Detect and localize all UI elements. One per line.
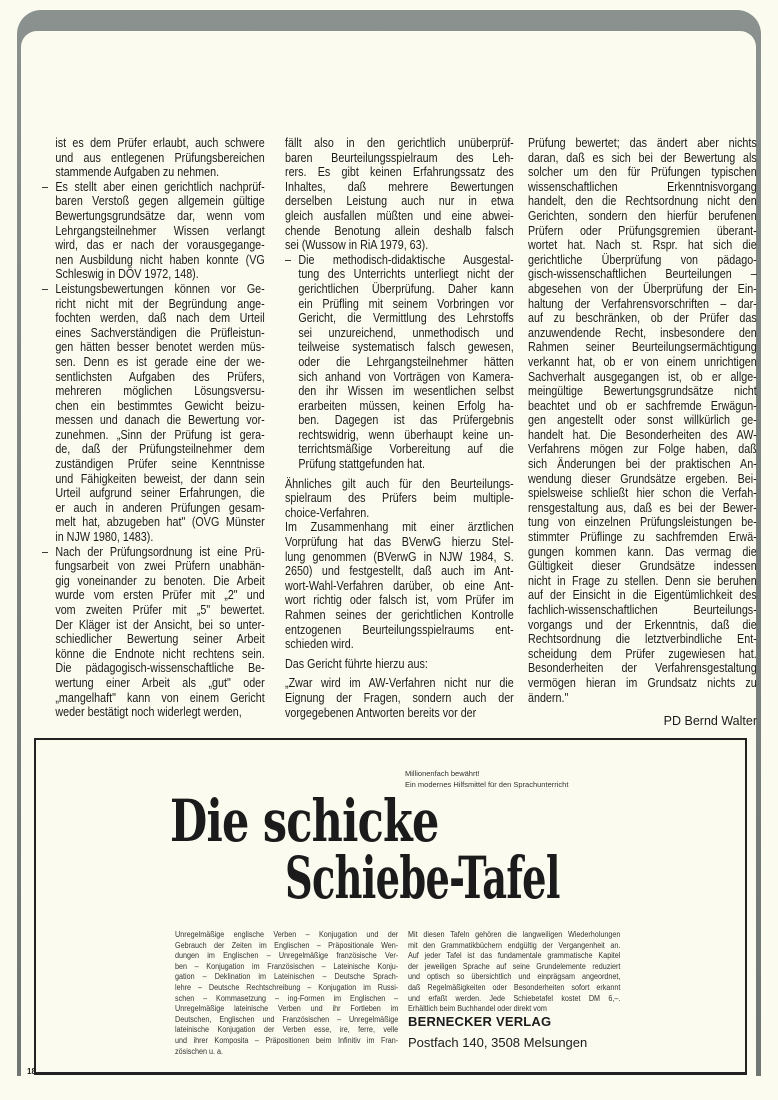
paragraph bbox=[285, 136, 514, 253]
column-text bbox=[42, 136, 265, 720]
text-line: Mit diesen Tafeln gehören die langweiligen Wiederholungen bbox=[408, 930, 621, 939]
text-line: choice-Verfahren. bbox=[285, 505, 370, 520]
text-line: rers. Es gibt keinen Erfahrungssatz des bbox=[285, 165, 514, 180]
text-line: Deutschen, Englischen und Französischen – Unregelmäßige bbox=[175, 1014, 399, 1024]
article-column-2 bbox=[285, 136, 514, 720]
text-line: Gebrauch der Zeiten im Englischen – Präpositionale Wen- bbox=[175, 940, 399, 950]
dash-bullet: – bbox=[285, 252, 291, 267]
text-line: Gericht, die Vermittlung des Lehrstoffs bbox=[298, 311, 514, 326]
text-line: gerichtliche Überprüfung von pädago- bbox=[528, 252, 757, 267]
text-line: nicht in Frage zu stellen. Denn sie beruhen bbox=[528, 573, 757, 588]
text-line: baren Beurteilungsspielraum des Leh- bbox=[285, 150, 514, 165]
text-line: eines Sachverständigen die Prüfleistun- bbox=[55, 325, 265, 340]
text-line: wort richtig oder falsch ist, vom Prüfer im bbox=[285, 593, 514, 608]
text-line: gen angestellt oder sonst willkürlich ge- bbox=[528, 413, 757, 428]
text-line: schen – Kommasetzung – ing-Formen im Englischen – bbox=[175, 993, 399, 1003]
text-line: haltung der Verfahrensvorschriften – dar- bbox=[528, 296, 757, 311]
text-line: Der Kläger ist der Ansicht, bei so unter- bbox=[55, 617, 265, 632]
ad-body-text bbox=[175, 930, 398, 1057]
text-line: auf zu beschränken, ob der Prüfer das bbox=[528, 311, 757, 326]
text-line: Verfahrens mögen zur Folge haben, daß bbox=[528, 442, 757, 457]
text-line: ben – Konjugation im Französischen – Lateinische Konju- bbox=[175, 961, 399, 971]
text-line: stammende Aufgaben zu nehmen. bbox=[55, 165, 220, 180]
text-line: Auf jeder Tafel ist das fundamentale grammatische Kapitel bbox=[408, 951, 621, 961]
text-line: beachtet und ob er sachfremde Erwägun- bbox=[528, 398, 757, 413]
text-line: Die methodisch-didaktische Ausgestal- bbox=[298, 252, 514, 267]
text-line: entzogenen Beurteilungsspielraums ent- bbox=[285, 622, 514, 637]
column-text bbox=[528, 136, 757, 705]
text-line: „Zwar wird im AW-Verfahren nicht nur die bbox=[285, 676, 514, 691]
text-line: gisch-wissenschaftlichen Beurteilungen – bbox=[528, 267, 757, 282]
text-line: Vorprüfung hat das BVerwG hierzu Stel- bbox=[285, 535, 514, 550]
text-line: sich anhand von Vorträgen von Kamera- bbox=[298, 369, 514, 384]
text-line: und ihrer Komposita – Präpositionen beim Infinitiv im Fran- bbox=[175, 1035, 399, 1045]
text-line: wissenschaftlichen Erkenntnisvorgang bbox=[528, 179, 757, 194]
text-line: terrichtsmäßige Vorbereitung auf die bbox=[298, 442, 514, 457]
text-line: ein Prüfling mit seinem Vorbringen vor bbox=[298, 296, 514, 311]
text-line: und erfaßt werden. Jede Schiebetafel kostet DM 6,–. bbox=[408, 993, 621, 1003]
text-line: schieden wird. bbox=[285, 637, 354, 652]
author-signature-wrap bbox=[560, 714, 757, 729]
text-line: gleich ausfallen müßten und eine abwei- bbox=[285, 208, 514, 223]
text-line: nen Ausbildung nicht haben konnte (VG bbox=[55, 252, 265, 267]
text-line: wurde vom ersten Prüfer mit „2" und bbox=[55, 588, 265, 603]
text-line: Es stellt aber einen gerichtlich nachprüf- bbox=[55, 179, 265, 194]
text-line: rechtswidrig, wenn überhaupt keine un- bbox=[298, 427, 514, 442]
text-line: Die pädagogisch-wissenschaftliche Be- bbox=[55, 661, 265, 676]
text-line: fachlich-wissenschaftlichen Beurteilungs- bbox=[528, 603, 757, 617]
text-line: und Fähigkeiten beweist, der dann sein bbox=[55, 471, 265, 486]
text-line: Unregelmäßige englische Verben – Konjugation und der bbox=[175, 930, 399, 939]
list-item bbox=[42, 180, 265, 282]
text-line: Gerichten, sondern den hierfür berufenen bbox=[528, 208, 757, 223]
text-line: anzuwendende Recht, insbesondere den bbox=[528, 325, 757, 340]
text-line: Im Zusammenhang mit einer ärztlichen bbox=[285, 520, 514, 535]
text-line: fungsarbeit von zwei Prüfern unabhän- bbox=[55, 559, 265, 574]
text-line: könne die Endnote nicht rechtens sein. bbox=[55, 646, 265, 661]
ad-body-right bbox=[408, 930, 620, 1015]
text-line: den ihr Wissen im wesentlichen selbst bbox=[298, 384, 514, 399]
text-line: lehre – Deutsche Rechtschreibung – Konjugation im Russi- bbox=[175, 982, 399, 992]
text-line: gation – Deklination im Lateinischen – Deutsche Sprach- bbox=[175, 972, 399, 982]
text-line: wortet hat. Nach st. Rspr. hat sich die bbox=[528, 238, 757, 253]
text-line: in NJW 1980, 1483). bbox=[55, 530, 154, 545]
text-line: Prüfern oder Prüfungsgremien überant- bbox=[528, 223, 757, 238]
text-line: wort-Wahl-Verfahren darüber, ob eine Ant- bbox=[285, 578, 514, 593]
text-line: sentlichsten Aufgaben des Prüfers, bbox=[55, 369, 265, 384]
text-line: meingültige Bewertungsgrundsätze nicht bbox=[528, 384, 757, 399]
paragraph bbox=[42, 136, 265, 180]
text-line: er auch in anderen Prüfungen gesam- bbox=[55, 500, 265, 515]
text-line: sei unzureichend, unmethodisch und bbox=[298, 325, 514, 340]
text-line: baren Verstoß gegen allgemein gültige bbox=[55, 194, 265, 209]
paragraph bbox=[285, 520, 514, 651]
text-line: weder bestätigt noch widerlegt werden, bbox=[55, 705, 242, 720]
text-line: solcher um den für Prüfungen typischen bbox=[528, 165, 757, 180]
text-line: tung des Unterrichts unterliegt nicht der bbox=[298, 267, 514, 282]
text-line: derselben Leistung auch nur in etwa bbox=[285, 194, 514, 209]
text-line: chende Benotung allein deshalb falsch bbox=[285, 223, 514, 238]
text-line: vom zweiten Prüfer mit „5" bewertet. bbox=[55, 603, 265, 617]
ad-tagline-2: Ein modernes Hilfsmittel für den Sprachunterricht bbox=[405, 780, 569, 789]
ad-headline-2: Schiebe-Tafel bbox=[285, 844, 560, 912]
text-line: Inhaltes, daß mehrere Bewertungen bbox=[285, 179, 514, 194]
text-line: vermögen hieran im Grundsatz nichts zu bbox=[528, 675, 757, 690]
ad-headline-1: Die schicke bbox=[170, 787, 439, 855]
text-line: oder die Lehrgangsteilnehmer hätten bbox=[298, 354, 514, 369]
text-line: richt nicht mit der Begründung ange- bbox=[55, 296, 265, 311]
text-line: „mangelhaft" kann von einem Gericht bbox=[55, 690, 265, 705]
text-line: handelt, den die Rechtsordnung nicht den bbox=[528, 194, 757, 209]
article-column-3 bbox=[528, 136, 757, 705]
page-number: 18 bbox=[27, 1067, 36, 1076]
text-line: daß Regelmäßigkeiten oder Besonderheiten sofort erkannt bbox=[408, 982, 621, 992]
text-line: sich Änderungen bei der praktischen An- bbox=[528, 457, 757, 472]
author-signature: PD Bernd Walter bbox=[663, 714, 757, 728]
text-line: spielraum des Prüfers beim multiple- bbox=[285, 491, 514, 506]
text-line: mehreren möglichen Lösungsversu- bbox=[55, 384, 265, 399]
text-line: fällt also in den gerichtlich unüberprüf- bbox=[285, 136, 514, 150]
list-item bbox=[42, 545, 265, 720]
text-line: auf der Einsicht in die Eigentümlichkeit des bbox=[528, 588, 757, 603]
text-line: Gültigkeit dieser Grundsätze indessen bbox=[528, 559, 757, 574]
text-line: gen hätten besser benotet werden müs- bbox=[55, 340, 265, 355]
paragraph bbox=[285, 477, 514, 521]
paragraph bbox=[285, 657, 514, 672]
text-line: Rechtsordnung die letztverbindliche Ent- bbox=[528, 632, 757, 647]
text-line: gig voneinander zu benoten. Die Arbeit bbox=[55, 573, 265, 588]
ad-address: Postfach 140, 3508 Melsungen bbox=[408, 1035, 588, 1050]
text-line: melt hat, abzugeben hat" (OVG Münster bbox=[55, 515, 265, 530]
text-line: gerichtlichen Überprüfung. Daher kann bbox=[298, 281, 514, 296]
ad-body-text bbox=[408, 930, 620, 1015]
text-line: ändern." bbox=[528, 690, 569, 705]
text-line: Ähnliches gilt auch für den Beurteilungs- bbox=[285, 476, 514, 491]
text-line: lateinische Konjugation der Verben esse, ire, ferre, velle bbox=[175, 1025, 399, 1035]
ad-tagline-1: Millionenfach bewährt! bbox=[405, 769, 480, 778]
text-line: Sachverhalt ausgegangen ist, ob er allge- bbox=[528, 369, 757, 384]
text-line: Erhältlich beim Buchhandel oder direkt vom bbox=[408, 1004, 547, 1014]
dash-bullet: – bbox=[42, 179, 48, 194]
text-line: spielsweise schließt hier schon die Verfah- bbox=[528, 486, 757, 501]
text-line: Das Gericht führte hierzu aus: bbox=[285, 656, 428, 671]
text-line: fochten werden, daß nach dem Urteil bbox=[55, 311, 265, 326]
text-line: erarbeiten müssen, keinen Erfolg ha- bbox=[298, 398, 514, 413]
text-line: wird, das er nach der vorausgegange- bbox=[55, 238, 265, 253]
dash-bullet: – bbox=[42, 281, 48, 296]
article-column-1 bbox=[42, 136, 265, 720]
list-item bbox=[285, 253, 514, 472]
text-line: daran, daß es sich bei der Bewertung als bbox=[528, 150, 757, 165]
text-line: dungen im Englischen – Unregelmäßige französische Ver- bbox=[175, 951, 399, 961]
text-line: lung genommen (BVerwG in NJW 1984, S. bbox=[285, 549, 514, 564]
text-line: sei (Wussow in RiA 1979, 63). bbox=[285, 238, 429, 253]
text-line: ben. Dagegen ist das Prüfergebnis bbox=[298, 413, 514, 428]
text-line: tung von einzelnen Prüfungsleistungen be- bbox=[528, 515, 757, 530]
text-line: Eignung der Fragen, sondern auch der bbox=[285, 690, 514, 705]
text-line: teilweise systematisch falsch gewesen, bbox=[298, 340, 514, 355]
text-line: stimmter Prüflinge zu sachfremden Erwä- bbox=[528, 530, 757, 545]
text-line: Rahmen seiner Beurteilungsermächtigung bbox=[528, 340, 757, 355]
text-line: zuständigen Prüfer seine Kenntnisse bbox=[55, 457, 265, 472]
text-line: Prüfung bewertet; das ändert aber nichts bbox=[528, 136, 757, 150]
text-line: schiedlicher Bewertung seiner Arbeit bbox=[55, 632, 265, 647]
text-line: Unregelmäßige lateinische Verben und ihr Fortleben im bbox=[175, 1004, 399, 1014]
text-line: und optisch so übersichtlich und einprägsam angeordnet, bbox=[408, 972, 621, 982]
text-line: handelt hat. Die Besonderheiten des AW- bbox=[528, 427, 757, 442]
text-line: Prüfung stattgefunden hat. bbox=[298, 457, 426, 472]
text-line: Bewertungsgrundsätze dar, wenn vom bbox=[55, 208, 265, 223]
text-line: und aus entlegenen Prüfungsbereichen bbox=[55, 150, 265, 165]
text-line: Schleswig in DÖV 1972, 148). bbox=[55, 267, 199, 282]
text-line: rensgestaltung aus, daß es bei der Bewer- bbox=[528, 500, 757, 515]
text-line: mit den Grammatikbüchern endgültig der Vergangenheit an. bbox=[408, 940, 621, 950]
text-line: verkannt hat, ob er von einem unrichtigen bbox=[528, 354, 757, 369]
text-line: Nach der Prüfungsordnung ist eine Prü- bbox=[55, 544, 265, 559]
text-line: Leistungsbewertungen können vor Ge- bbox=[55, 281, 265, 296]
ad-publisher: BERNECKER VERLAG bbox=[408, 1014, 552, 1029]
ad-body-left bbox=[175, 930, 398, 1057]
text-line: scheidung dem Prüfer zugewiesen hat. bbox=[528, 646, 757, 661]
column-text bbox=[285, 136, 514, 720]
text-line: sen. Denn es ist gerade eine der we- bbox=[55, 354, 265, 369]
paragraph bbox=[528, 136, 757, 705]
text-line: 2650) und festgestellt, daß auch im Ant- bbox=[285, 564, 514, 579]
text-line: abgesehen von der Überprüfung der Ein- bbox=[528, 281, 757, 296]
text-line: de, daß der Prüfungsteilnehmer dem bbox=[55, 442, 265, 457]
paragraph bbox=[285, 676, 514, 720]
text-line: wertung einer Arbeit als „gut" oder bbox=[55, 675, 265, 690]
text-line: Rahmen seines der gerichtlichen Kontrolle bbox=[285, 608, 514, 622]
text-line: Urteil aufgrund seiner Erfahrungen, die bbox=[55, 486, 265, 501]
text-line: messen und danach die Bewertung vor- bbox=[55, 413, 265, 428]
text-line: Lehrgangsteilnehmer Wissen verlangt bbox=[55, 223, 265, 238]
text-line: chen ein bestimmtes Gewicht beizu- bbox=[55, 398, 265, 413]
text-line: Besonderheiten der Verfahrensgestaltung bbox=[528, 661, 757, 676]
list-item bbox=[42, 282, 265, 545]
text-line: zunehmen. „Sinn der Prüfung ist gera- bbox=[55, 427, 265, 442]
text-line: gungen kommen kann. Das vermag die bbox=[528, 544, 757, 559]
text-line: vorgangs und der Erkenntnis, daß die bbox=[528, 617, 757, 632]
text-line: zösischen u. a. bbox=[175, 1046, 224, 1056]
text-line: der jeweiligen Sprache auf seine Grundelemente reduziert bbox=[408, 961, 621, 971]
text-line: wendung dieser Grundsätze ergeben. Bei- bbox=[528, 471, 757, 486]
text-line: vorgegebenen Antworten bereits vor der bbox=[285, 705, 477, 720]
advertisement bbox=[34, 738, 747, 1075]
text-line: ist es dem Prüfer erlaubt, auch schwere bbox=[55, 136, 265, 150]
dash-bullet: – bbox=[42, 544, 48, 559]
